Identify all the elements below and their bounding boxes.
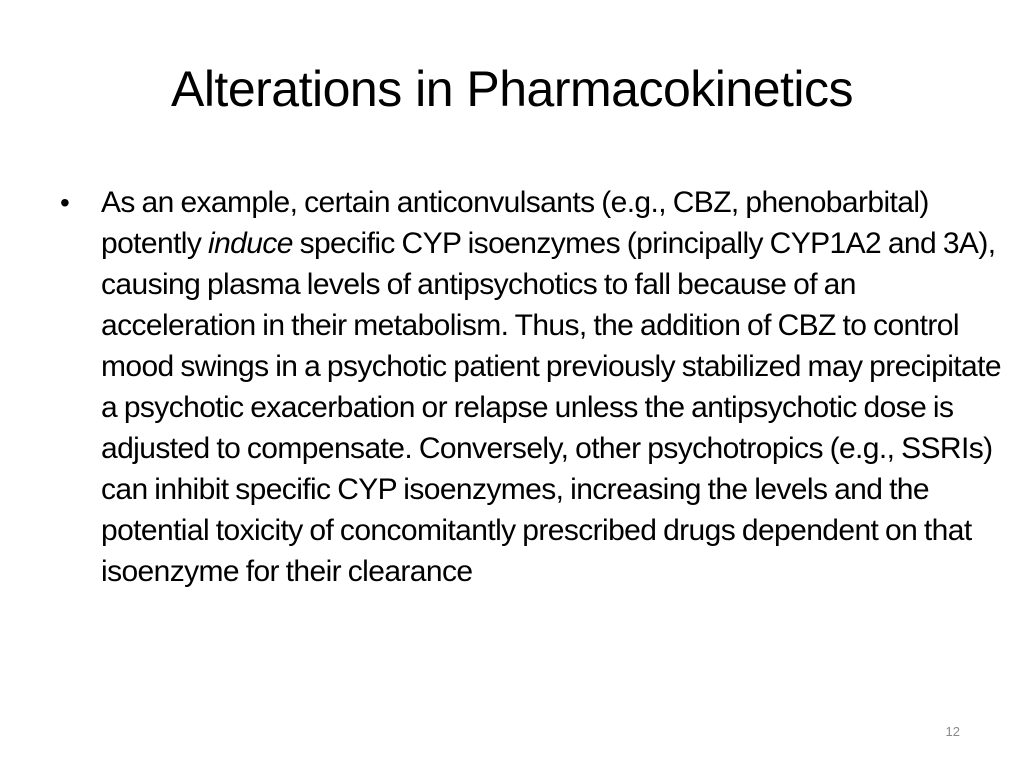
page-number: 12	[945, 724, 960, 739]
bullet-text-part1: As an example, certain anticonvulsants (e.g., CBZ, phenobarbital) potently	[101, 186, 929, 260]
bullet-text	[101, 182, 1010, 592]
bullet-marker: •	[60, 187, 70, 218]
slide-body	[60, 182, 1010, 592]
bullet-text-part2: specific CYP isoenzymes (principally CYP1A2 and 3A), causing plasma levels of antipsychotics to fall because of an acceleration in their metabolism. Thus, the addition of CBZ to control mood swings in a psychotic patient previously stabilized may precipitate a psychotic exacerbation or relapse unless the antipsychotic dose is adjusted to compensate. Conversely, other psychotropics (e.g., SSRIs) can inhibit specific CYP isoenzymes, increasing the levels and the potential toxicity of concomitantly prescribed drugs dependent on that isoenzyme for their clearance	[101, 227, 1001, 588]
bullet-item	[60, 182, 1010, 592]
bullet-text-emphasis: induce	[208, 227, 293, 260]
slide-title: Alterations in Pharmacokinetics	[170, 61, 854, 117]
